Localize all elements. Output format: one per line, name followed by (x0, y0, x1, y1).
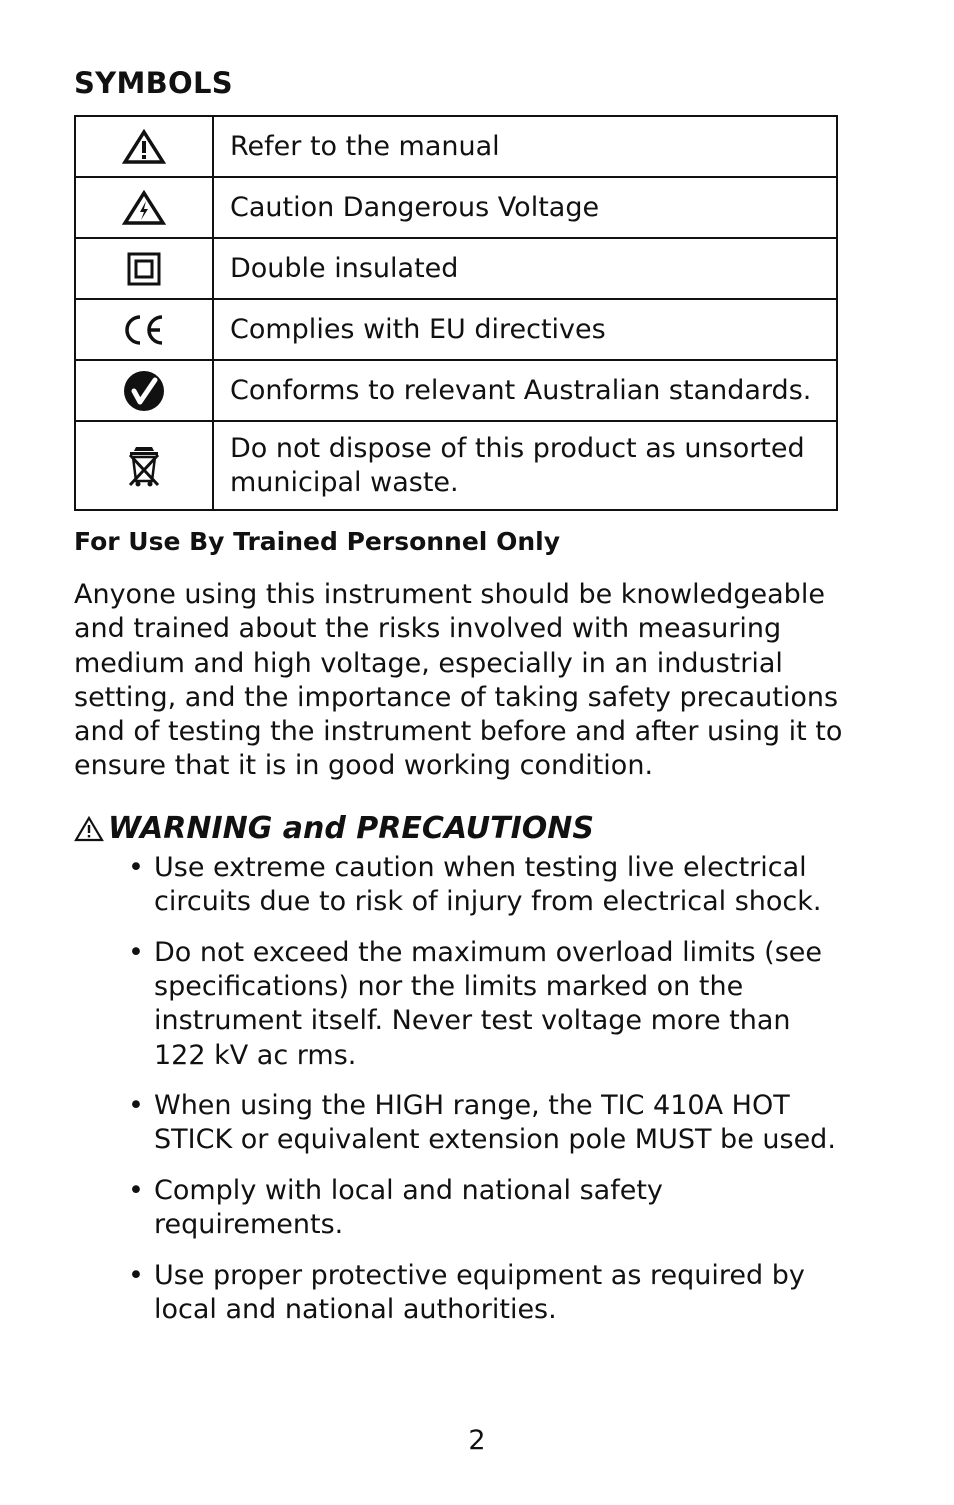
warning-text: Comply with local and national safety requirements. (154, 1175, 663, 1241)
list-item (128, 1174, 848, 1242)
bullet: • (128, 936, 144, 968)
symbol-description: Caution Dangerous Voltage (213, 177, 837, 238)
warning-triangle-icon (74, 816, 104, 842)
symbol-description: Double insulated (213, 238, 837, 299)
symbol-row (75, 299, 837, 360)
symbol-description: Refer to the manual (213, 116, 837, 177)
symbol-row (75, 177, 837, 238)
symbol-description: Complies with EU directives (213, 299, 837, 360)
warning-heading (74, 811, 594, 846)
page-number: 2 (468, 1425, 486, 1456)
symbol-row (75, 238, 837, 299)
trained-personnel-paragraph: Anyone using this instrument should be knowledgeable and trained about the risks involved with measuring medium and high voltage, especially in an industrial setting, and the importance of taking safety precautions and of testing the instrument before and after using it to ensure that it is in good working condition. (74, 579, 843, 782)
bullet: • (128, 852, 144, 883)
symbols-heading: SYMBOLS (74, 66, 233, 100)
symbol-cell (75, 116, 213, 177)
double-insulated-icon (126, 251, 162, 287)
warning-text: Use proper protective equipment as required by local and national authorities. (154, 1260, 805, 1326)
ce-mark-icon (120, 312, 168, 348)
bullet: • (128, 1090, 144, 1122)
symbol-description: Do not dispose of this product as unsorted municipal waste. (213, 421, 837, 510)
list-item (128, 1259, 848, 1327)
c-tick-icon (122, 369, 166, 413)
bullet: • (128, 1260, 144, 1292)
list-item (128, 1089, 848, 1157)
list-item (128, 851, 848, 919)
warning-heading-text: WARNING and PRECAUTIONS (108, 811, 594, 846)
symbol-cell (75, 421, 213, 510)
symbol-cell (75, 299, 213, 360)
symbol-row (75, 421, 837, 510)
symbol-row (75, 116, 837, 177)
warning-text: Do not exceed the maximum overload limits (see specifications) nor the limits marked on the instrument itself. Never test voltage more than 122 kV ac rms. (154, 936, 822, 1071)
trained-personnel-heading: For Use By Trained Personnel Only (74, 527, 560, 556)
symbol-cell (75, 177, 213, 238)
warning-text: When using the HIGH range, the TIC 410A HOT STICK or equivalent extension pole MUST be used. (154, 1090, 836, 1156)
symbols-table (74, 115, 838, 511)
manual-warning-icon (122, 129, 166, 165)
bullet: • (128, 1175, 144, 1207)
symbol-description: Conforms to relevant Australian standards. (213, 360, 837, 421)
symbol-cell (75, 238, 213, 299)
warning-list (128, 851, 848, 1344)
warning-text: Use extreme caution when testing live electrical circuits due to risk of injury from electrical shock. (154, 852, 822, 918)
list-item (128, 936, 848, 1073)
symbol-cell (75, 360, 213, 421)
symbol-row (75, 360, 837, 421)
dangerous-voltage-icon (122, 190, 166, 226)
weee-bin-icon (126, 443, 162, 489)
